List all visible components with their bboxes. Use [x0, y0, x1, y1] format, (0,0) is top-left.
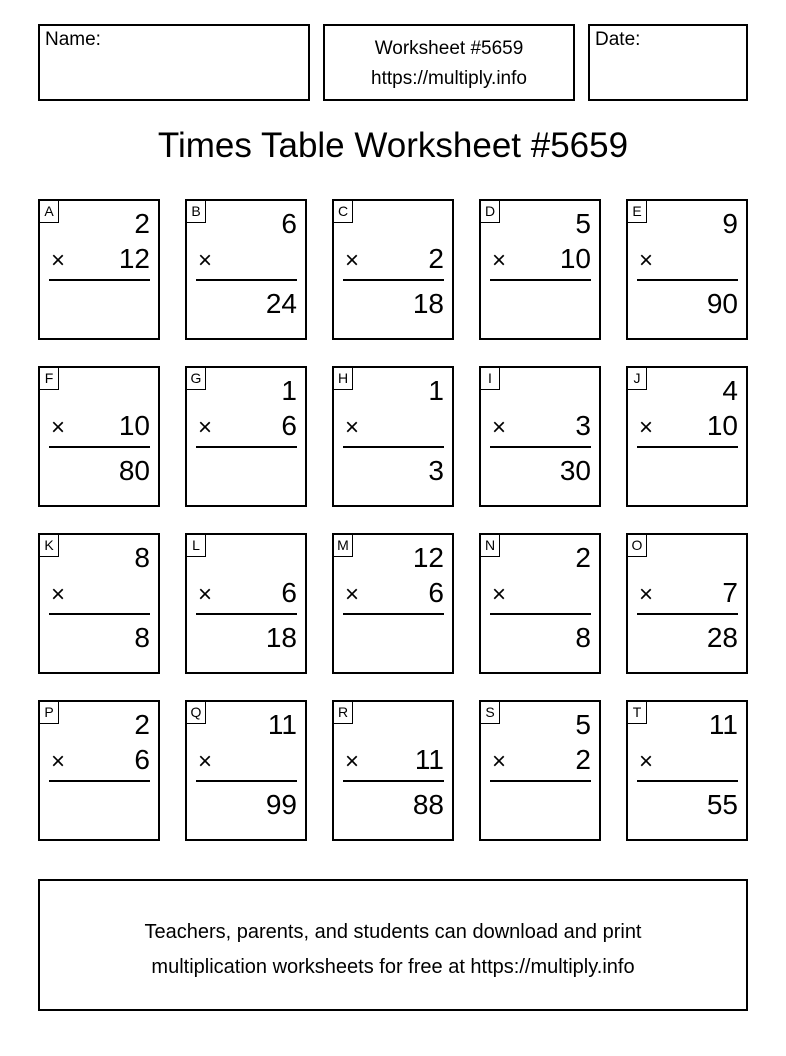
- problem-letter: P: [40, 702, 59, 724]
- times-sign: ×: [345, 581, 360, 608]
- page-title: Times Table Worksheet #5659: [157, 126, 629, 165]
- answer-rule: [490, 613, 591, 615]
- times-sign: ×: [51, 414, 66, 441]
- answer-rule: [49, 613, 150, 615]
- problem-r[interactable]: [332, 700, 454, 841]
- top-factor: 1: [281, 375, 297, 406]
- times-sign: ×: [51, 748, 66, 775]
- times-sign: ×: [345, 247, 360, 274]
- times-sign: ×: [492, 581, 507, 608]
- website-url: https://multiply.info: [371, 68, 527, 89]
- top-factor: 9: [722, 208, 738, 239]
- problem-d[interactable]: [479, 199, 601, 340]
- answer-rule: [637, 613, 738, 615]
- problem-letter: F: [40, 368, 59, 390]
- times-sign: ×: [639, 247, 654, 274]
- top-factor: 2: [134, 208, 150, 239]
- answer-rule: [343, 279, 444, 281]
- date-field-box[interactable]: [588, 24, 748, 101]
- times-sign: ×: [51, 581, 66, 608]
- bottom-factor: 11: [414, 744, 444, 775]
- problem-letter: R: [334, 702, 353, 724]
- top-factor: 6: [281, 208, 297, 239]
- times-sign: ×: [198, 247, 213, 274]
- product: 18: [412, 288, 444, 319]
- problem-b[interactable]: [185, 199, 307, 340]
- product: 28: [706, 622, 738, 653]
- times-sign: ×: [492, 748, 507, 775]
- problem-letter: C: [334, 201, 353, 223]
- product: 80: [118, 455, 150, 486]
- answer-rule: [343, 613, 444, 615]
- name-label: Name:: [45, 29, 101, 50]
- problem-letter: B: [187, 201, 206, 223]
- answer-rule: [637, 446, 738, 448]
- problem-letter: I: [481, 368, 500, 390]
- problem-letter: T: [628, 702, 647, 724]
- top-factor: 1: [428, 375, 444, 406]
- problem-letter: H: [334, 368, 353, 390]
- top-factor: 8: [134, 542, 150, 573]
- answer-rule: [490, 279, 591, 281]
- times-sign: ×: [345, 748, 360, 775]
- answer-rule: [637, 780, 738, 782]
- product: 8: [575, 622, 591, 653]
- problem-letter: O: [628, 535, 647, 557]
- problem-e[interactable]: [626, 199, 748, 340]
- footer-box: [38, 879, 748, 1011]
- product: 18: [265, 622, 297, 653]
- problem-m[interactable]: [332, 533, 454, 674]
- problem-k[interactable]: [38, 533, 160, 674]
- bottom-factor: 10: [559, 243, 591, 274]
- answer-rule: [343, 780, 444, 782]
- product: 90: [706, 288, 738, 319]
- top-factor: 11: [708, 709, 738, 740]
- answer-rule: [196, 613, 297, 615]
- times-sign: ×: [492, 414, 507, 441]
- bottom-factor: 6: [281, 410, 297, 441]
- problem-j[interactable]: [626, 366, 748, 507]
- bottom-factor: 6: [428, 577, 444, 608]
- problem-h[interactable]: [332, 366, 454, 507]
- answer-rule: [490, 446, 591, 448]
- top-factor: 4: [722, 375, 738, 406]
- problem-letter: S: [481, 702, 500, 724]
- answer-rule: [490, 780, 591, 782]
- answer-rule: [637, 279, 738, 281]
- answer-rule: [196, 279, 297, 281]
- problem-o[interactable]: [626, 533, 748, 674]
- problem-letter: L: [187, 535, 206, 557]
- product: 8: [134, 622, 150, 653]
- problem-letter: K: [40, 535, 59, 557]
- problem-p[interactable]: [38, 700, 160, 841]
- product: 3: [428, 455, 444, 486]
- problem-letter: E: [628, 201, 647, 223]
- answer-rule: [49, 780, 150, 782]
- worksheet-number: Worksheet #5659: [374, 38, 524, 59]
- problem-letter: D: [481, 201, 500, 223]
- problem-t[interactable]: [626, 700, 748, 841]
- times-sign: ×: [198, 414, 213, 441]
- problem-a[interactable]: [38, 199, 160, 340]
- worksheet-id-box: [323, 24, 575, 101]
- bottom-factor: 10: [706, 410, 738, 441]
- bottom-factor: 2: [575, 744, 591, 775]
- bottom-factor: 10: [118, 410, 150, 441]
- times-sign: ×: [51, 247, 66, 274]
- bottom-factor: 6: [134, 744, 150, 775]
- top-factor: 11: [267, 709, 297, 740]
- answer-rule: [343, 446, 444, 448]
- bottom-factor: 6: [281, 577, 297, 608]
- problem-l[interactable]: [185, 533, 307, 674]
- product: 99: [265, 789, 297, 820]
- footer-line-1: Teachers, parents, and students can download and print: [144, 921, 642, 943]
- problem-letter: M: [334, 535, 353, 557]
- bottom-factor: 3: [575, 410, 591, 441]
- product: 55: [706, 789, 738, 820]
- top-factor: 5: [575, 208, 591, 239]
- product: 88: [412, 789, 444, 820]
- bottom-factor: 12: [118, 243, 150, 274]
- problem-letter: A: [40, 201, 59, 223]
- name-field-box[interactable]: [38, 24, 310, 101]
- problem-letter: N: [481, 535, 500, 557]
- times-sign: ×: [639, 748, 654, 775]
- times-sign: ×: [198, 748, 213, 775]
- problem-q[interactable]: [185, 700, 307, 841]
- answer-rule: [49, 279, 150, 281]
- times-sign: ×: [639, 414, 654, 441]
- problem-letter: J: [628, 368, 647, 390]
- answer-rule: [196, 446, 297, 448]
- date-label: Date:: [595, 29, 641, 50]
- problem-letter: Q: [187, 702, 206, 724]
- problem-f[interactable]: [38, 366, 160, 507]
- footer-line-2: multiplication worksheets for free at https://multiply.info: [151, 956, 635, 978]
- problem-n[interactable]: [479, 533, 601, 674]
- product: 30: [559, 455, 591, 486]
- top-factor: 12: [412, 542, 444, 573]
- times-sign: ×: [345, 414, 360, 441]
- times-sign: ×: [639, 581, 654, 608]
- times-sign: ×: [198, 581, 213, 608]
- top-factor: 5: [575, 709, 591, 740]
- answer-rule: [49, 446, 150, 448]
- top-factor: 2: [134, 709, 150, 740]
- bottom-factor: 7: [722, 577, 738, 608]
- problem-c[interactable]: [332, 199, 454, 340]
- bottom-factor: 2: [428, 243, 444, 274]
- problem-letter: G: [187, 368, 206, 390]
- top-factor: 2: [575, 542, 591, 573]
- product: 24: [265, 288, 297, 319]
- answer-rule: [196, 780, 297, 782]
- times-sign: ×: [492, 247, 507, 274]
- problem-i[interactable]: [479, 366, 601, 507]
- problem-g[interactable]: [185, 366, 307, 507]
- problem-s[interactable]: [479, 700, 601, 841]
